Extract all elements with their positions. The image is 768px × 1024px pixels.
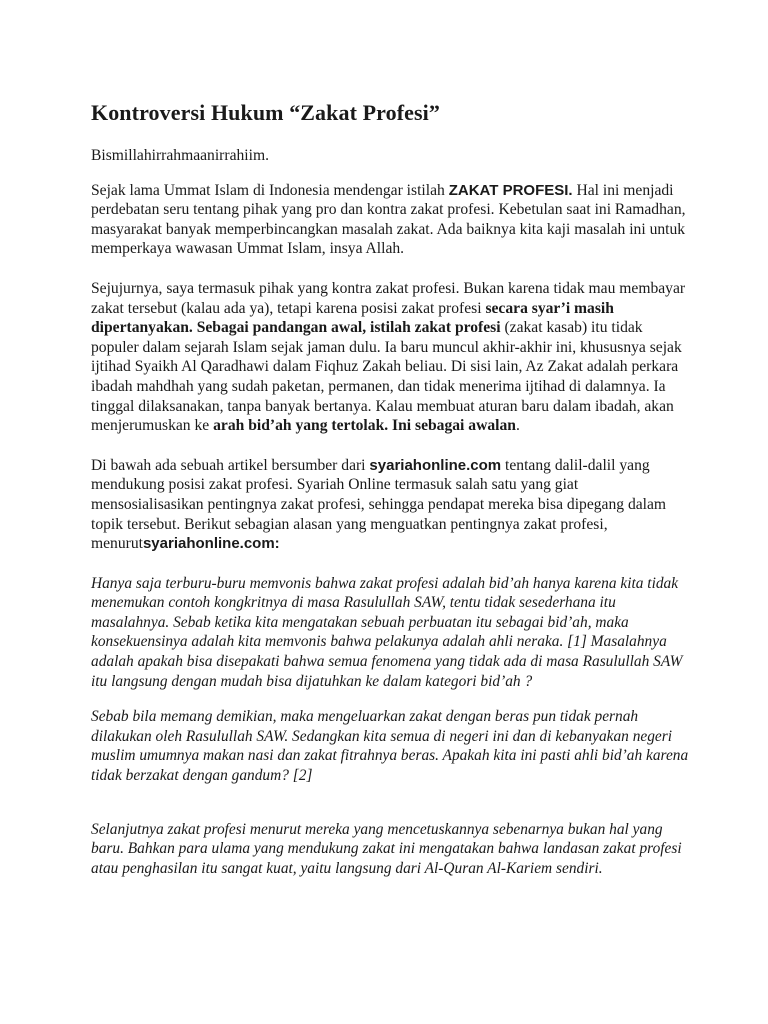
quote-paragraph-1: Hanya saja terburu-buru memvonis bahwa zakat profesi adalah bid’ah hanya karena kita tidak menemukan contoh kongkritnya di masa Rasulullah SAW, tentu tidak sesederhana itu masalahnya. Sebab ketika kita mengatakan sebuah perbuatan itu sebagai bid’ah, maka konsekuensinya adalah kita memvonis bahwa pelakunya adalah ahli neraka. [1] Masalahnya adalah apakah bisa disepakati bahwa semua fenomena yang tidak ada di masa Rasulullah SAW itu langsung dengan mudah bisa dijatuhkan ke dalam kategori bid’ah ? <box>91 574 683 690</box>
position-text-c: . <box>515 417 520 435</box>
position-text-b: (zakat kasab) itu tidak populer dalam sejarah Islam sejak jaman dulu. Ia baru muncul akhir-akhir ini, khususnya sejak ijtihad Syaikh Al Qaradhawi dalam Fiqhuz Zakah beliau. Di sisi lain, Az Zakat adalah perkara ibadah mahdhah yang sudah paketan, permanen, dan tidak menerima ijtihad di dalamnya. Ia tinggal dilaksanakan, tanpa banyak bertanya. Kalau membuat aturan baru dalam ibadah, akan menjerumuskan ke <box>91 319 682 435</box>
source-paragraph <box>91 456 691 554</box>
source-text-b: tentang dalil-dalil yang mendukung posisi zakat profesi. Syariah Online termasuk salah satu yang giat mensosialisasikan pentingnya zakat profesi, sehingga pendapat mereka bisa dipegang dalam topik tersebut. Berikut sebagian alasan yang menguatkan pentingnya zakat profesi, menurut <box>91 456 667 553</box>
zakat-profesi-emphasis: ZAKAT PROFESI. <box>448 181 573 199</box>
quote-paragraph-3: Selanjutnya zakat profesi menurut mereka yang mencetuskannya sebenarnya bukan hal yang baru. Bahkan para ulama yang mendukung zakat ini mengatakan bahwa landasan zakat profesi atau penghasilan itu sangat kuat, yaitu langsung dari Al-Quran Al-Kariem sendiri. <box>91 820 682 877</box>
source-site-name: syariahonline.com <box>369 456 502 474</box>
position-emphasis-1: secara syar’i masih dipertanyakan. Sebagai pandangan awal, istilah zakat profesi <box>91 299 614 337</box>
source-text-a: Di bawah ada sebuah artikel bersumber dari <box>91 456 370 474</box>
intro-paragraph <box>91 181 691 259</box>
greeting-paragraph: Bismillahirrahmaanirrahiim. <box>91 147 269 164</box>
position-paragraph <box>91 279 691 436</box>
page-title: Kontroversi Hukum “Zakat Profesi” <box>91 100 440 125</box>
source-site-name-2: syariahonline.com: <box>142 535 280 553</box>
document-page <box>91 100 691 898</box>
quote-paragraph-2: Sebab bila memang demikian, maka mengeluarkan zakat dengan beras pun tidak pernah dilakukan oleh Rasulullah SAW. Sedangkan kita semua di negeri ini dan di kebanyakan negeri muslim umumnya makan nasi dan zakat fitrahnya beras. Apakah kita ini pasti ahli bid’ah karena tidak berzakat dengan gandum? [2] <box>91 708 689 785</box>
position-emphasis-2: arah bid’ah yang tertolak. Ini sebagai awalan <box>213 417 516 435</box>
intro-text-b: Hal ini menjadi perdebatan seru tentang pihak yang pro dan kontra zakat profesi. Kebetulan saat ini Ramadhan, masyarakat banyak memperbincangkan masalah zakat. Ada baiknya kita kaji masalah ini untuk memperkaya wawasan Ummat Islam, insya Allah. <box>91 181 686 258</box>
intro-text-a: Sejak lama Ummat Islam di Indonesia mendengar istilah <box>91 181 449 199</box>
position-text-a: Sejujurnya, saya termasuk pihak yang kontra zakat profesi. Bukan karena tidak mau membayar zakat tersebut (kalau ada ya), tetapi karena posisi zakat profesi <box>91 279 686 317</box>
